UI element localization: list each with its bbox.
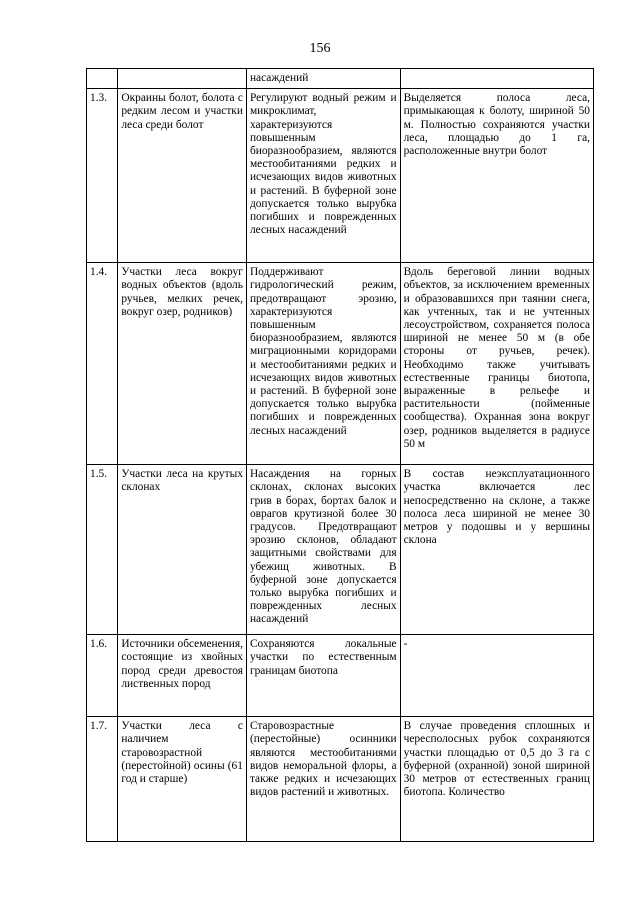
cell-number: 1.4. (87, 263, 118, 465)
table-row (87, 69, 594, 89)
cell-number (87, 69, 118, 89)
cell-number: 1.7. (87, 717, 118, 842)
cell-number: 1.6. (87, 635, 118, 717)
cell-measures: В состав неэксплуатационного участка включается лес непосредственно на склоне, а также полоса леса шириной не менее 30 метров у подошвы и у вершины склона (400, 465, 593, 635)
cell-number: 1.5. (87, 465, 118, 635)
cell-measures: Выделяется полоса леса, примыкающая к болоту, шириной 50 м. Полностью сохраняются участки леса, площадью до 1 га, расположенные внутри болот (400, 89, 593, 263)
cell-name: Участки леса на крутых склонах (118, 465, 247, 635)
cell-measures: В случае проведения сплошных и чересполосных рубок сохраняются участки площадью от 0,5 до 3 га с буферной (охранной) зоной шириной 30 метров от естественных границ биотопа. Количество (400, 717, 593, 842)
table-row (87, 89, 594, 263)
cell-function: Старовозрастные (перестойные) осинники являются местообитаниями видов неморальной флоры, а также редких и исчезающих видов растений и животных. (246, 717, 400, 842)
cell-name (118, 69, 247, 89)
cell-name: Источники обсеменения, состоящие из хвойных пород среди древостоя лиственных пород (118, 635, 247, 717)
page-number: 156 (309, 41, 331, 56)
cell-function: Поддерживают гидрологический режим, предотвращают эрозию, характеризуются повышенным биоразнообразием, являются миграционными коридорами и местообитаниями редких и исчезающих видов животных и растений. В буферной зоне допускается только вырубка погибших и поврежденных лесных насаждений (246, 263, 400, 465)
cell-measures: - (400, 635, 593, 717)
cell-function: насаждений (246, 69, 400, 89)
cell-measures: Вдоль береговой линии водных объектов, за исключением временных и образовавшихся при таянии снега, как учтенных, так и не учтенных лесоустройством, сохраняется полоса шириной не менее 50 м (в обе стороны от ручьев, речек). Необходимо также учитывать естественные границы биотопа, выраженные в рельефе и растительности (пойменные сообщества). Охранная зона вокруг озер, родников выделяется в радиусе 50 м (400, 263, 593, 465)
table-row (87, 263, 594, 465)
cell-name: Участки леса вокруг водных объектов (вдоль ручьев, мелких речек, вокруг озер, родников) (118, 263, 247, 465)
cell-name: Участки леса с наличием старовозрастной (перестойной) осины (61 год и старше) (118, 717, 247, 842)
table-row (87, 717, 594, 842)
table-row (87, 635, 594, 717)
cell-function: Регулируют водный режим и микроклимат, характеризуются повышенным биоразнообразием, являются местообитаниями редких и исчезающих видов животных и растений. В буферной зоне допускается только вырубка погибших и поврежденных лесных насаждений (246, 89, 400, 263)
cell-measures (400, 69, 593, 89)
document-table (86, 68, 594, 842)
cell-function: Насаждения на горных склонах, склонах высоких грив в борах, бортах балок и оврагов крутизной более 30 градусов. Предотвращают эрозию склонов, обладают защитными свойствами для убежищ животных. В буферной зоне допускается только вырубка погибших и поврежденных лесных насаждений (246, 465, 400, 635)
cell-function: Сохраняются локальные участки по естественным границам биотопа (246, 635, 400, 717)
table-row (87, 465, 594, 635)
cell-number: 1.3. (87, 89, 118, 263)
cell-name: Окраины болот, болота с редким лесом и участки леса среди болот (118, 89, 247, 263)
